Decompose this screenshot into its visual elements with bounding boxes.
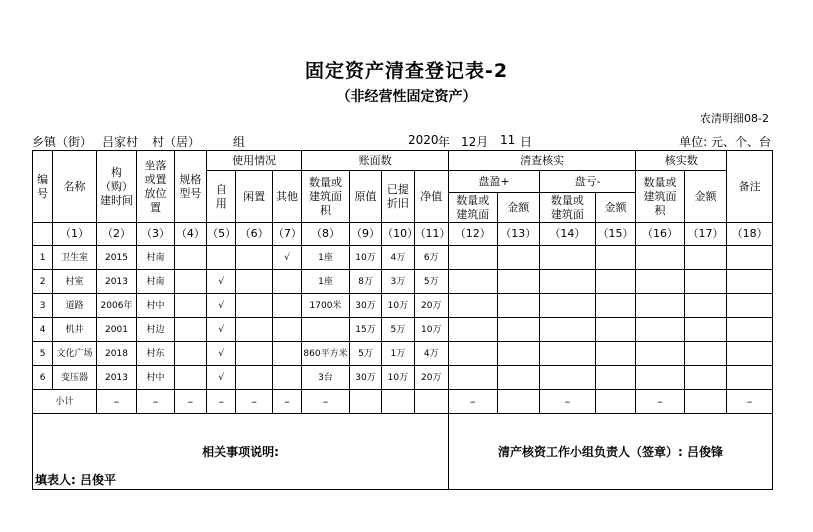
year-label: 年	[438, 135, 451, 149]
col-index: （14）	[540, 223, 596, 246]
notes-cell	[33, 414, 449, 490]
page-subtitle: （非经营性固定资产）	[336, 89, 477, 105]
header-book-qty: 数量或建筑面积	[302, 171, 350, 223]
header-net: 净值	[414, 171, 448, 223]
header-construct: 构（购）建时间	[96, 151, 136, 223]
header-ver-qty: 数量或建筑面积	[636, 171, 685, 223]
header-idle: 闲置	[236, 171, 272, 223]
day-value: 11	[500, 133, 516, 147]
table-row: 4 机井 2001 村边 √ 15万 5万 10万	[33, 318, 773, 342]
table-row: 6 变压器 2013 村中 √ 3台 30万 10万 20万	[33, 366, 773, 390]
col-index: （10）	[382, 223, 414, 246]
table-row: 2 村室 2013 村南 √ 1座 8万 3万 5万	[33, 270, 773, 294]
header-surplus-amount: 金额	[497, 193, 540, 223]
col-index: （18）	[727, 223, 773, 246]
subtotal-row: 小计 – – – – – – – – – – –	[33, 390, 773, 414]
header-deficit: 盘亏-	[540, 171, 636, 193]
header-self-use: 自用	[207, 171, 236, 223]
day-label: 日	[520, 135, 533, 149]
col-index	[33, 223, 53, 246]
notes-label: 相关事项说明:	[202, 444, 279, 459]
page-title: 固定资产清查登记表-2	[304, 60, 509, 82]
header-deficit-amount: 金额	[595, 193, 635, 223]
col-index: （2）	[96, 223, 136, 246]
asset-table	[32, 150, 773, 490]
header-ver-amount: 金额	[684, 171, 727, 223]
header-spec: 规格型号	[174, 151, 206, 223]
header-check: 清查核实	[448, 151, 635, 171]
header-seq: 编号	[33, 151, 53, 223]
leader-cell	[448, 414, 772, 490]
subtotal-label: 小计	[33, 390, 97, 414]
village-label: 村（居）	[152, 135, 201, 149]
year-value: 2020	[408, 133, 439, 147]
filler-label: 填表人: 吕俊平	[35, 473, 116, 487]
header-remark: 备注	[727, 151, 773, 223]
township-label: 乡镇（街）	[32, 135, 93, 149]
header-depr: 已提折旧	[382, 171, 414, 223]
col-index: （11）	[414, 223, 448, 246]
month-value: 12月	[461, 135, 489, 149]
col-index: （9）	[349, 223, 381, 246]
col-index: （3）	[137, 223, 174, 246]
header-surplus-qty: 数量或建筑面	[448, 193, 497, 223]
village-name: 吕家村	[102, 135, 139, 149]
col-index: （13）	[497, 223, 540, 246]
form-code: 农清明细08-2	[700, 112, 769, 125]
header-name: 名称	[53, 151, 97, 223]
col-index: （8）	[302, 223, 350, 246]
leader-label: 清产核资工作小组负责人（签章）: 吕俊锋	[497, 444, 723, 459]
col-index: （15）	[595, 223, 635, 246]
table-row: 1 卫生室 2015 村南 √ 1座 10万 4万 6万	[33, 246, 773, 270]
header-other: 其他	[272, 171, 301, 223]
header-book: 账面数	[302, 151, 449, 171]
table-row: 5 文化广场 2018 村东 √ 860平方米 5万 1万 4万	[33, 342, 773, 366]
header-orig: 原值	[349, 171, 381, 223]
col-index: （5）	[207, 223, 236, 246]
header-surplus: 盘盈+	[448, 171, 539, 193]
col-index: （16）	[636, 223, 685, 246]
col-index: （6）	[236, 223, 272, 246]
unit-label: 单位: 元、个、台	[679, 135, 771, 149]
header-usage: 使用情况	[207, 151, 302, 171]
group-label: 组	[233, 135, 246, 149]
header-location: 坐落或置放位置	[137, 151, 174, 223]
col-index: （4）	[174, 223, 206, 246]
table-row: 3 道路 2006年 村中 √ 1700米 30万 10万 20万	[33, 294, 773, 318]
col-index: （17）	[684, 223, 727, 246]
header-verified: 核实数	[636, 151, 727, 171]
col-index: （7）	[272, 223, 301, 246]
header-deficit-qty: 数量或建筑面	[540, 193, 596, 223]
col-index: （1）	[53, 223, 97, 246]
col-index: （12）	[448, 223, 497, 246]
